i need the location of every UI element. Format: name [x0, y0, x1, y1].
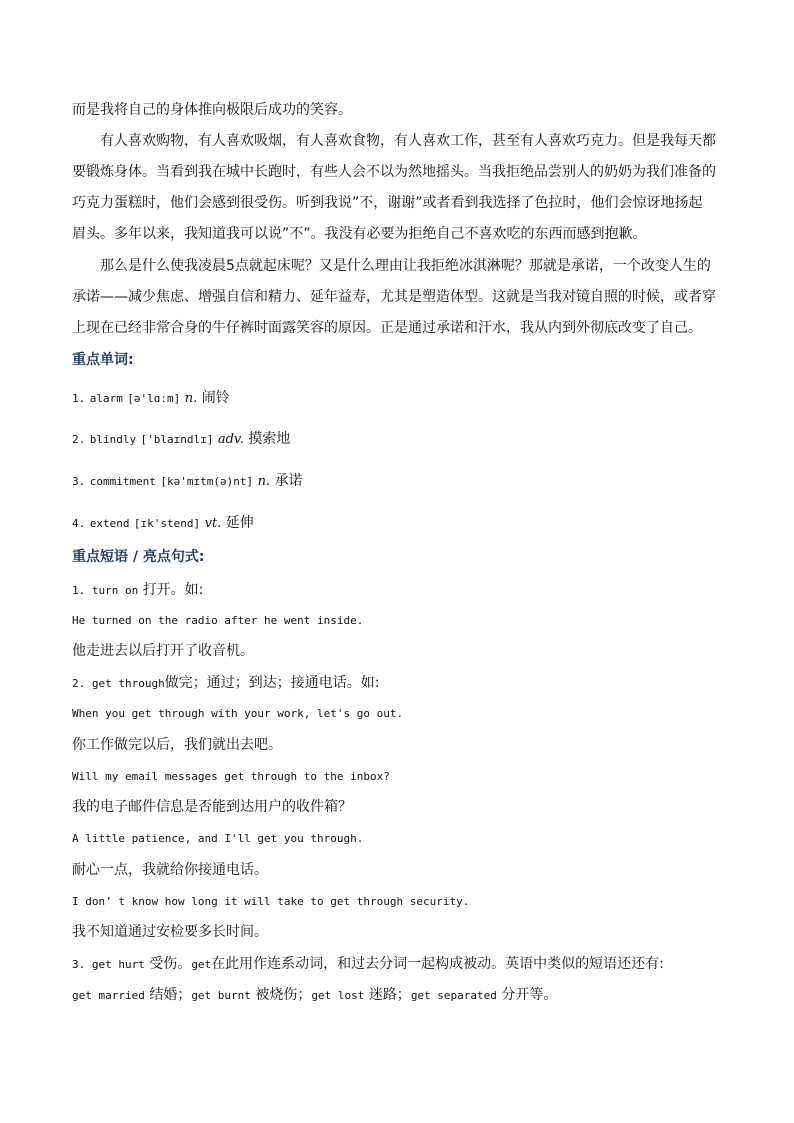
vocab-ipa: ['blaɪndlɪ] [140, 433, 214, 446]
vocab-num: 4. [72, 517, 86, 530]
phrase-definition: 打开。如: [142, 582, 204, 598]
paragraph-line: 承诺——减少焦虑、增强自信和精力、延年益寿，尤其是塑造体型。这就是当我对镜自照的时候，或者穿 [72, 289, 716, 305]
vocab-pos: n. [184, 391, 198, 406]
paragraph-line: 有人喜欢购物，有人喜欢吸烟，有人喜欢食物，有人喜欢工作，甚至有人喜欢巧克力。但是我每天都 [100, 133, 716, 149]
phrase-item [72, 580, 203, 601]
similar-phrase-en: get lost [311, 989, 365, 1002]
phrase-term-inline: get [191, 958, 212, 971]
vocab-item [72, 513, 254, 534]
vocab-word: commitment [89, 475, 156, 488]
example-sentence-cn: 我不知道通过安检要多长时间。 [72, 924, 268, 940]
similar-phrase-cn: 结婚； [149, 987, 192, 1003]
similar-phrase-en: get burnt [191, 989, 251, 1002]
similar-phrase-en: get separated [410, 989, 497, 1002]
vocab-num: 2. [72, 433, 86, 446]
example-sentence-en: Will my email messages get through to the inbox? [72, 770, 390, 783]
vocab-item [72, 471, 303, 492]
example-sentence-cn: 我的电子邮件信息是否能到达用户的收件箱？ [72, 799, 352, 815]
paragraph-line: 眉头。多年以来，我知道我可以说”不”。我没有必要为拒绝自己不喜欢吃的东西而感到抱歉。 [72, 226, 647, 242]
similar-phrase-list [72, 985, 557, 1006]
phrase-term: 2. get through [72, 677, 165, 690]
paragraph-line: 巧克力蛋糕时，他们会感到很受伤。听到我说”不，谢谢”或者看到我选择了色拉时，他们会惊讶地扬起 [72, 195, 703, 211]
vocab-word: extend [89, 517, 130, 530]
phrase-explanation: 在此用作连系动词，和过去分词一起构成被动。英语中类似的短语还还有: [211, 956, 664, 972]
vocab-meaning: 摸索地 [248, 431, 291, 447]
vocab-pos: vt. [204, 516, 222, 531]
paragraph-line: 那么是什么使我凌晨5点就起床呢？又是什么理由让我拒绝冰淇淋呢？那就是承诺，一个改变人生的 [100, 258, 711, 274]
similar-phrase-en: get married [72, 989, 145, 1002]
vocab-word: alarm [89, 392, 123, 405]
vocab-heading: 重点单词: [72, 352, 134, 368]
vocab-item [72, 429, 290, 450]
vocab-meaning: 延伸 [225, 515, 254, 531]
example-sentence-en: I don’ t know how long it will take to get through security. [72, 895, 470, 908]
vocab-num: 1. [72, 392, 86, 405]
phrase-heading: 重点短语 / 亮点句式: [72, 549, 205, 565]
similar-phrase-cn: 分开等。 [501, 987, 558, 1003]
paragraph-line: 上现在已经非常合身的牛仔裤时面露笑容的原因。正是通过承诺和汗水，我从内到外彻底改变了自己。 [72, 320, 702, 336]
paragraph-line: 而是我将自己的身体推向极限后成功的笑容。 [72, 102, 352, 118]
vocab-meaning: 闹铃 [201, 390, 230, 406]
vocab-pos: n. [257, 474, 271, 489]
phrase-term: 1. turn on [72, 584, 139, 597]
vocab-ipa: [kə'mɪtm(ə)nt] [160, 475, 254, 488]
phrase-definition: 受伤。 [149, 956, 192, 972]
vocab-ipa: [ɪk'stend] [133, 517, 201, 530]
paragraph-line: 要锻炼身体。当看到我在城中长跑时，有些人会不以为然地摇头。当我拒绝品尝别人的奶奶为我们准备的 [72, 164, 716, 180]
example-sentence-cn: 你工作做完以后，我们就出去吧。 [72, 737, 282, 753]
phrase-definition: 做完；通过；到达；接通电话。如: [164, 675, 380, 691]
example-sentence-en: A little patience, and I'll get you through. [72, 832, 364, 845]
phrase-term: 3. get hurt [72, 958, 145, 971]
vocab-ipa: [ə'lɑːm] [127, 392, 181, 405]
vocab-num: 3. [72, 475, 86, 488]
example-sentence-en: When you get through with your work, let's go out. [72, 707, 404, 720]
vocab-pos: adv. [217, 432, 244, 447]
vocab-meaning: 承诺 [274, 473, 303, 489]
vocab-word: blindly [89, 433, 137, 446]
example-sentence-cn: 耐心一点，我就给你接通电话。 [72, 862, 268, 878]
similar-phrase-cn: 被烧伤； [255, 987, 312, 1003]
phrase-item [72, 673, 379, 694]
example-sentence-cn: 他走进去以后打开了收音机。 [72, 643, 254, 659]
example-sentence-en: He turned on the radio after he went inside. [72, 614, 364, 627]
phrase-item [72, 954, 664, 975]
vocab-item [72, 388, 230, 409]
similar-phrase-cn: 迷路； [368, 987, 411, 1003]
